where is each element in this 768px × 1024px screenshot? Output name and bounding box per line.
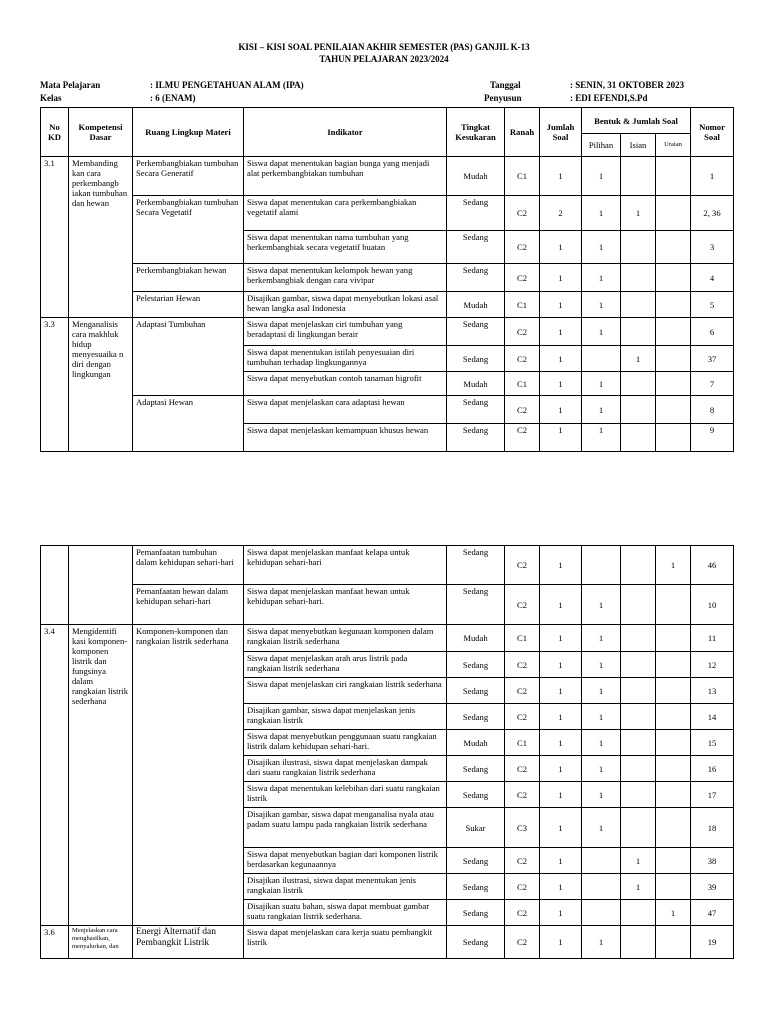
indikator: Siswa dapat menjelaskan ciri rangkaian listrik sederhana (244, 678, 447, 704)
uraian (656, 585, 691, 625)
table-row (41, 318, 734, 346)
uraian (656, 808, 691, 848)
nomor: 10 (691, 585, 734, 625)
ranah: C2 (505, 546, 540, 585)
indikator: Siswa dapat menyebutkan penggunaan suatu rangkaian listrik dalam kehidupan sehari-hari. (244, 730, 447, 756)
indikator: Siswa dapat menentukan kelebihan dari suatu rangkaian listrik (244, 782, 447, 808)
indikator: Disajikan suatu bahan, siswa dapat membuat gambar suatu rangkaian listrik sederhana. (244, 900, 447, 926)
materi: Perkembangbiakan tumbuhan Secara Vegetatif (133, 196, 244, 264)
materi: Pelestarian Hewan (133, 292, 244, 318)
kompetensi-dasar: Mengidentifi kasi komponen-komponen listrik dan fungsinya dalam rangkaian listrik sederhana (69, 625, 133, 926)
nomor: 15 (691, 730, 734, 756)
pilihan: 1 (582, 157, 621, 196)
pilihan: 1 (582, 756, 621, 782)
jumlah: 1 (540, 756, 582, 782)
uraian (656, 157, 691, 196)
tingkat: Sedang (447, 318, 505, 346)
ranah: C2 (505, 756, 540, 782)
indikator: Siswa dapat menjelaskan arah arus listrik pada rangkaian listrik sederhana (244, 652, 447, 678)
isian (621, 264, 656, 292)
isian (621, 730, 656, 756)
nomor: 16 (691, 756, 734, 782)
jumlah: 1 (540, 900, 582, 926)
jumlah: 1 (540, 808, 582, 848)
pilihan: 1 (582, 585, 621, 625)
kisi-table-1 (40, 107, 734, 452)
col-kompetensi: Kompetensi Dasar (69, 108, 133, 157)
pilihan: 1 (582, 396, 621, 424)
tingkat: Sukar (447, 808, 505, 848)
jumlah: 1 (540, 346, 582, 372)
kd-number: 3.1 (41, 157, 69, 318)
isian (621, 157, 656, 196)
tingkat: Sedang (447, 196, 505, 231)
col-uraian: Uraian (656, 134, 691, 157)
tingkat: Sedang (447, 231, 505, 264)
indikator: Siswa dapat menyebutkan contoh tanaman higrofit (244, 372, 447, 396)
nomor: 17 (691, 782, 734, 808)
uraian (656, 756, 691, 782)
materi: Perkembangbiakan tumbuhan Secara Generatif (133, 157, 244, 196)
nomor: 47 (691, 900, 734, 926)
pilihan: 1 (582, 264, 621, 292)
uraian (656, 318, 691, 346)
nomor: 5 (691, 292, 734, 318)
nomor: 39 (691, 874, 734, 900)
ranah: C3 (505, 808, 540, 848)
kisi-table-2 (40, 545, 734, 959)
isian (621, 926, 656, 959)
materi: Komponen-komponen dan rangkaian listrik sederhana (133, 625, 244, 926)
pilihan: 1 (582, 808, 621, 848)
jumlah: 1 (540, 157, 582, 196)
penyusun-label: Penyusun (484, 93, 522, 103)
nomor: 6 (691, 318, 734, 346)
pilihan: 1 (582, 652, 621, 678)
ranah: C2 (505, 196, 540, 231)
pilihan: 1 (582, 318, 621, 346)
materi: Perkembangbiakan hewan (133, 264, 244, 292)
pilihan: 1 (582, 372, 621, 396)
ranah: C2 (505, 678, 540, 704)
ranah: C2 (505, 704, 540, 730)
table-row (41, 292, 734, 318)
pilihan: 1 (582, 625, 621, 652)
ranah: C2 (505, 926, 540, 959)
ranah: C2 (505, 848, 540, 874)
ranah: C2 (505, 874, 540, 900)
isian (621, 585, 656, 625)
nomor: 4 (691, 264, 734, 292)
col-ranah: Ranah (505, 108, 540, 157)
col-jumlah: Jumlah Soal (540, 108, 582, 157)
nomor: 18 (691, 808, 734, 848)
kompetensi-dasar: Menjelaskan cara menghasilkan, menyalurkan, dan (69, 926, 133, 959)
tingkat: Mudah (447, 625, 505, 652)
nomor: 3 (691, 231, 734, 264)
pilihan: 1 (582, 926, 621, 959)
jumlah: 1 (540, 585, 582, 625)
tingkat: Sedang (447, 424, 505, 452)
isian (621, 625, 656, 652)
uraian (656, 848, 691, 874)
isian (621, 678, 656, 704)
isian (621, 318, 656, 346)
table-row (41, 264, 734, 292)
tingkat: Sedang (447, 874, 505, 900)
tanggal-value: : SENIN, 31 OKTOBER 2023 (570, 80, 685, 90)
uraian (656, 346, 691, 372)
jumlah: 1 (540, 926, 582, 959)
indikator: Siswa dapat menjelaskan manfaat kelapa untuk kehidupan sehari-hari (244, 546, 447, 585)
isian (621, 808, 656, 848)
col-ruang-lingkup: Ruang Lingkup Materi (133, 108, 244, 157)
indikator: Disajikan gambar, siswa dapat menganalisa nyala atau padam suatu lampu pada rangkaian listrik sederhana (244, 808, 447, 848)
ranah: C2 (505, 346, 540, 372)
tingkat: Mudah (447, 372, 505, 396)
ranah: C2 (505, 900, 540, 926)
ranah: C2 (505, 424, 540, 452)
tingkat: Sedang (447, 756, 505, 782)
nomor: 46 (691, 546, 734, 585)
isian (621, 424, 656, 452)
jumlah: 1 (540, 848, 582, 874)
jumlah: 1 (540, 678, 582, 704)
ranah: C1 (505, 157, 540, 196)
indikator: Siswa dapat menjelaskan ciri tumbuhan yang beradaptasi di lingkungan berair (244, 318, 447, 346)
indikator: Siswa dapat menentukan bagian bunga yang menjadi alat perkembangbiakan tumbuhan (244, 157, 447, 196)
nomor: 13 (691, 678, 734, 704)
tingkat: Sedang (447, 652, 505, 678)
tingkat: Sedang (447, 264, 505, 292)
isian (621, 652, 656, 678)
uraian (656, 926, 691, 959)
ranah: C1 (505, 625, 540, 652)
tingkat: Sedang (447, 346, 505, 372)
col-nomor: Nomor Soal (691, 108, 734, 157)
pilihan (582, 874, 621, 900)
pilihan: 1 (582, 196, 621, 231)
pilihan (582, 900, 621, 926)
ranah: C2 (505, 264, 540, 292)
kelas-value: : 6 (ENAM) (150, 93, 196, 103)
col-isian: Isian (621, 134, 656, 157)
ranah: C2 (505, 318, 540, 346)
ranah: C2 (505, 782, 540, 808)
uraian (656, 424, 691, 452)
jumlah: 1 (540, 782, 582, 808)
ranah: C1 (505, 292, 540, 318)
document-title: KISI – KISI SOAL PENILAIAN AKHIR SEMESTER (PAS) GANJIL K-13 (238, 42, 530, 52)
isian (621, 292, 656, 318)
jumlah: 1 (540, 318, 582, 346)
indikator: Siswa dapat menjelaskan kemampuan khusus hewan (244, 424, 447, 452)
nomor: 19 (691, 926, 734, 959)
tingkat: Sedang (447, 926, 505, 959)
nomor: 38 (691, 848, 734, 874)
tingkat: Sedang (447, 678, 505, 704)
jumlah: 2 (540, 196, 582, 231)
uraian (656, 292, 691, 318)
indikator: Siswa dapat menjelaskan manfaat hewan untuk kehidupan sehari-hari. (244, 585, 447, 625)
kompetensi-dasar: Menganalisis cara makhluk hidup menyesuaika n diri dengan lingkungan (69, 318, 133, 452)
uraian: 1 (656, 546, 691, 585)
nomor: 7 (691, 372, 734, 396)
uraian (656, 704, 691, 730)
kompetensi-dasar (69, 546, 133, 625)
col-bentuk: Bentuk & Jumlah Soal (582, 108, 691, 134)
materi: Pemanfaatan tumbuhan dalam kehidupan sehari-hari (133, 546, 244, 585)
kd-number (41, 546, 69, 625)
kd-number: 3.6 (41, 926, 69, 959)
pilihan: 1 (582, 782, 621, 808)
kd-number: 3.3 (41, 318, 69, 452)
uraian (656, 874, 691, 900)
tingkat: Sedang (447, 848, 505, 874)
pilihan (582, 346, 621, 372)
jumlah: 1 (540, 396, 582, 424)
indikator: Disajikan gambar, siswa dapat menyebutkan lokasi asal hewan langka asal Indonesia (244, 292, 447, 318)
tingkat: Sedang (447, 546, 505, 585)
jumlah: 1 (540, 704, 582, 730)
uraian (656, 231, 691, 264)
col-indikator: Indikator (244, 108, 447, 157)
isian (621, 900, 656, 926)
document-subtitle: TAHUN PELAJARAN 2023/2024 (319, 54, 449, 64)
table-row (41, 585, 734, 625)
uraian (656, 730, 691, 756)
uraian (656, 678, 691, 704)
indikator: Siswa dapat menyebutkan bagian dari komponen listrik berdasarkan kegunaannya (244, 848, 447, 874)
indikator: Siswa dapat menentukan cara perkembangbiakan vegetatif alami (244, 196, 447, 231)
mapel-label: Mata Pelajaran (40, 80, 101, 90)
jumlah: 1 (540, 231, 582, 264)
uraian: 1 (656, 900, 691, 926)
indikator: Siswa dapat menentukan nama tumbuhan yang berkembangbiak secara vegetatif buatan (244, 231, 447, 264)
table-row (41, 396, 734, 424)
ranah: C1 (505, 730, 540, 756)
tingkat: Sedang (447, 704, 505, 730)
pilihan: 1 (582, 704, 621, 730)
indikator: Disajikan ilustrasi, siswa dapat menentukan jenis rangkaian listrik (244, 874, 447, 900)
isian (621, 756, 656, 782)
col-tingkat: Tingkat Kesukaran (447, 108, 505, 157)
pilihan: 1 (582, 292, 621, 318)
tingkat: Sedang (447, 396, 505, 424)
table-row (41, 546, 734, 585)
jumlah: 1 (540, 730, 582, 756)
indikator: Disajikan gambar, siswa dapat menjelaskan jenis rangkaian listrik (244, 704, 447, 730)
uraian (656, 396, 691, 424)
indikator: Siswa dapat menentukan kelompok hewan yang berkembangbiak dengan cara vivipar (244, 264, 447, 292)
materi: Pemanfaatan hewan dalam kehidupan sehari-hari (133, 585, 244, 625)
isian (621, 546, 656, 585)
jumlah: 1 (540, 625, 582, 652)
uraian (656, 372, 691, 396)
nomor: 37 (691, 346, 734, 372)
jumlah: 1 (540, 874, 582, 900)
indikator: Disajikan ilustrasi, siswa dapat menjelaskan dampak dari suatu rangkaian listrik sederhana (244, 756, 447, 782)
ranah: C2 (505, 585, 540, 625)
uraian (656, 625, 691, 652)
nomor: 9 (691, 424, 734, 452)
nomor: 11 (691, 625, 734, 652)
col-no-kd: No KD (41, 108, 69, 157)
uraian (656, 782, 691, 808)
pilihan: 1 (582, 424, 621, 452)
tingkat: Sedang (447, 900, 505, 926)
jumlah: 1 (540, 652, 582, 678)
table-row (41, 926, 734, 959)
isian: 1 (621, 848, 656, 874)
pilihan: 1 (582, 678, 621, 704)
table-row (41, 157, 734, 196)
jumlah: 1 (540, 292, 582, 318)
indikator: Siswa dapat menyebutkan kegunaan komponen dalam rangkaian listrik sederhana (244, 625, 447, 652)
isian (621, 396, 656, 424)
tanggal-label: Tanggal (490, 80, 521, 90)
nomor: 14 (691, 704, 734, 730)
ranah: C2 (505, 396, 540, 424)
uraian (656, 264, 691, 292)
tingkat: Mudah (447, 157, 505, 196)
col-pilihan: Pilihan (582, 134, 621, 157)
tingkat: Sedang (447, 585, 505, 625)
kelas-label: Kelas (40, 93, 62, 103)
indikator: Siswa dapat menjelaskan cara adaptasi hewan (244, 396, 447, 424)
table-row (41, 196, 734, 231)
tingkat: Sedang (447, 782, 505, 808)
pilihan: 1 (582, 231, 621, 264)
jumlah: 1 (540, 546, 582, 585)
isian (621, 704, 656, 730)
ranah: C2 (505, 652, 540, 678)
indikator: Siswa dapat menjelaskan cara kerja suatu pembangkit listrik (244, 926, 447, 959)
isian (621, 782, 656, 808)
jumlah: 1 (540, 424, 582, 452)
nomor: 2, 36 (691, 196, 734, 231)
materi: Adaptasi Tumbuhan (133, 318, 244, 396)
ranah: C1 (505, 372, 540, 396)
uraian (656, 652, 691, 678)
mapel-value: : ILMU PENGETAHUAN ALAM (IPA) (150, 80, 304, 90)
isian: 1 (621, 346, 656, 372)
tingkat: Mudah (447, 730, 505, 756)
isian: 1 (621, 874, 656, 900)
tingkat: Mudah (447, 292, 505, 318)
kd-number: 3.4 (41, 625, 69, 926)
jumlah: 1 (540, 264, 582, 292)
nomor: 12 (691, 652, 734, 678)
materi: Energi Alternatif dan Pembangkit Listrik (133, 926, 244, 959)
pilihan (582, 848, 621, 874)
materi: Adaptasi Hewan (133, 396, 244, 452)
jumlah: 1 (540, 372, 582, 396)
ranah: C2 (505, 231, 540, 264)
uraian (656, 196, 691, 231)
isian (621, 231, 656, 264)
isian (621, 372, 656, 396)
penyusun-value: : EDI EFENDI,S.Pd (570, 93, 648, 103)
pilihan: 1 (582, 730, 621, 756)
indikator: Siswa dapat menentukan istilah penyesuaian diri tumbuhan terhadap lingkungannya (244, 346, 447, 372)
isian: 1 (621, 196, 656, 231)
kompetensi-dasar: Membanding kan cara perkembangb iakan tumbuhan dan hewan (69, 157, 133, 318)
nomor: 8 (691, 396, 734, 424)
nomor: 1 (691, 157, 734, 196)
pilihan (582, 546, 621, 585)
table-row (41, 625, 734, 652)
